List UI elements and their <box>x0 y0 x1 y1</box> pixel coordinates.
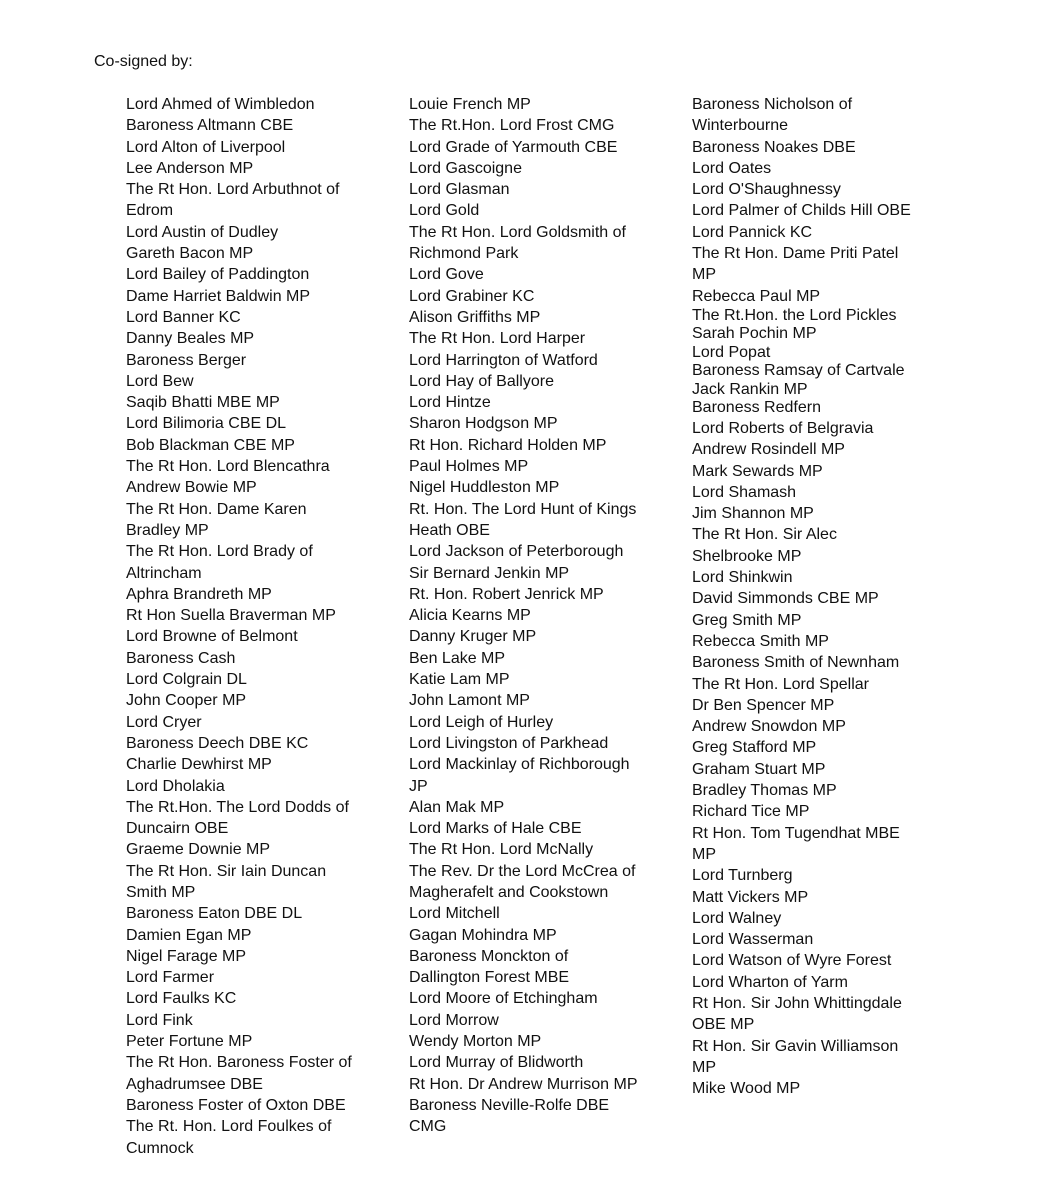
signatory-name: Baroness Redfern <box>692 399 821 417</box>
signatory-name: John Cooper MP <box>126 692 247 710</box>
signatory-name: Andrew Snowdon MP <box>692 718 846 736</box>
signatory-name: Katie Lam MP <box>409 671 510 689</box>
signatory-name: Gareth Bacon MP <box>126 245 254 263</box>
signatory-name: The Rt Hon. Dame Priti Patel MP <box>692 245 899 284</box>
signatory-name: The Rt Hon. Sir Iain Duncan Smith MP <box>126 862 327 901</box>
signatory-name: Lord Hay of Ballyore <box>409 372 554 390</box>
signatory-name: Rebecca Smith MP <box>692 632 829 650</box>
signatory-name: Graham Stuart MP <box>692 760 826 778</box>
signatory-name: Lord Shamash <box>692 483 797 501</box>
signatory-name: Lord Grade of Yarmouth CBE <box>409 138 618 156</box>
signatory-name: The Rev. Dr the Lord McCrea of Magherafelt and Cookstown <box>409 862 636 901</box>
signatory-name: Baroness Smith of Newnham <box>692 654 900 672</box>
signatory-name: Lord Mitchell <box>409 905 500 923</box>
signatory-name: Bradley Thomas MP <box>692 782 837 800</box>
signatory-name: Lord Gascoigne <box>409 159 522 177</box>
signatory-name: Baroness Foster of Oxton DBE <box>126 1096 346 1114</box>
signatory-name: Lord Bailey of Paddington <box>126 266 310 284</box>
signatory-name: Lord Farmer <box>126 969 215 987</box>
signatory-name: Sarah Pochin MP <box>692 325 817 343</box>
signatory-name: Dr Ben Spencer MP <box>692 696 835 714</box>
cosigned-heading: Co-signed by: <box>94 53 193 70</box>
signatory-name: The Rt Hon. Sir Alec Shelbrooke MP <box>692 526 837 565</box>
signatory-name: Baroness Eaton DBE DL <box>126 905 303 923</box>
signatory-name: Alicia Kearns MP <box>409 607 531 625</box>
signatory-name: Lord Bilimoria CBE DL <box>126 415 287 433</box>
signatory-name: Nigel Huddleston MP <box>409 479 560 497</box>
signatory-name: Greg Smith MP <box>692 611 802 629</box>
signatory-name: Dame Harriet Baldwin MP <box>126 287 311 305</box>
signatory-name: Lord Wasserman <box>692 931 814 949</box>
signatory-name: Lord Oates <box>692 159 772 177</box>
signatory-name: Lord Grabiner KC <box>409 287 535 305</box>
signatory-column-1 <box>126 94 358 1159</box>
signatory-name: Louie French MP <box>409 96 531 113</box>
signatory-name: Baroness Cash <box>126 649 236 667</box>
signatory-name: Lord Harrington of Watford <box>409 351 598 369</box>
signatory-name: Saqib Bhatti MBE MP <box>126 394 280 412</box>
signatory-name: Rt. Hon. The Lord Hunt of Kings Heath OBE <box>409 500 637 539</box>
signatory-name: Graeme Downie MP <box>126 841 271 859</box>
signatory-name: Lord Colgrain DL <box>126 671 247 689</box>
signatory-name: Lord Faulks KC <box>126 990 237 1008</box>
signatory-name: Alan Mak MP <box>409 798 505 816</box>
signatory-name: Baroness Berger <box>126 351 247 369</box>
signatory-name: Lord Bew <box>126 372 194 390</box>
signatory-name: Baroness Nicholson of Winterbourne <box>692 96 853 135</box>
signatory-name: Lee Anderson MP <box>126 159 254 177</box>
signatory-name: The Rt Hon. Lord Goldsmith of Richmond Park <box>409 223 626 263</box>
signatory-name: Aphra Brandreth MP <box>126 585 272 603</box>
signatory-name: Lord Ahmed of Wimbledon <box>126 96 315 113</box>
signatory-name: The Rt Hon. Lord Brady of Altrincham <box>126 543 313 582</box>
signatory-name: Lord Watson of Wyre Forest <box>692 952 892 970</box>
signatory-name: The Rt Hon. Lord Harper <box>409 330 586 348</box>
signatory-name: The Rt Hon. Lord McNally <box>409 841 594 859</box>
signatory-name: Lord Pannick KC <box>692 223 813 241</box>
signatory-name: David Simmonds CBE MP <box>692 590 879 608</box>
signatory-name: Danny Beales MP <box>126 330 255 348</box>
signatory-name: Nigel Farage MP <box>126 947 247 965</box>
signatory-name: Baroness Ramsay of Cartvale <box>692 362 905 380</box>
signatory-name: Sharon Hodgson MP <box>409 415 558 433</box>
signatory-name: Lord Morrow <box>409 1011 499 1029</box>
signatory-name: Lord Mackinlay of Richborough JP <box>409 756 630 795</box>
signatory-name: Alison Griffiths MP <box>409 308 541 326</box>
signatory-name: The Rt.Hon. The Lord Dodds of Duncairn OBE <box>126 798 349 838</box>
signatory-name: The Rt.Hon. Lord Frost CMG <box>409 117 615 135</box>
signatory-name: Damien Egan MP <box>126 926 252 944</box>
signatory-name: Lord Palmer of Childs Hill OBE <box>692 202 911 220</box>
signatory-name: Bob Blackman CBE MP <box>126 436 295 454</box>
signatory-name: Baroness Monckton of Dallington Forest MBE <box>409 947 570 987</box>
signatory-name: The Rt Hon. Lord Spellar <box>692 675 869 693</box>
signatory-name: Matt Vickers MP <box>692 888 809 906</box>
signatory-name: Lord Austin of Dudley <box>126 223 279 241</box>
signatory-name: Lord Alton of Liverpool <box>126 138 286 156</box>
signatory-name: Mark Sewards MP <box>692 462 823 480</box>
signatory-name: Lord Leigh of Hurley <box>409 713 554 731</box>
signatory-name: Rt Hon. Tom Tugendhat MBE MP <box>692 824 900 863</box>
signatory-name: John Lamont MP <box>409 692 530 710</box>
signatory-name: Lord Jackson of Peterborough <box>409 543 624 561</box>
signatory-name: Ben Lake MP <box>409 649 506 667</box>
signatory-name: Lord Murray of Blidworth <box>409 1054 584 1072</box>
signatory-name: Lord Gold <box>409 202 480 220</box>
signatory-name: Baroness Neville-Rolfe DBE CMG <box>409 1096 610 1136</box>
signatory-name: Lord Livingston of Parkhead <box>409 734 609 752</box>
signatory-name: Lord Wharton of Yarm <box>692 973 848 991</box>
signatory-name: Greg Stafford MP <box>692 739 817 757</box>
signatory-name: Wendy Morton MP <box>409 1033 542 1051</box>
signatory-name: Baroness Deech DBE KC <box>126 734 309 752</box>
signatory-name: Lord Popat <box>692 343 771 361</box>
signatory-name: The Rt. Hon. Lord Foulkes of Cumnock <box>126 1118 332 1157</box>
signatory-name: Lord Moore of Etchingham <box>409 990 598 1008</box>
signatory-name: The Rt.Hon. the Lord Pickles <box>692 306 897 324</box>
signatory-name: Paul Holmes MP <box>409 458 529 476</box>
signatory-name: Lord Dholakia <box>126 777 225 795</box>
signatory-name: Lord Banner KC <box>126 308 241 326</box>
signatory-name: Rt Hon. Sir Gavin Williamson MP <box>692 1037 899 1076</box>
signatory-name: Lord Marks of Hale CBE <box>409 820 582 838</box>
signatory-name: Jack Rankin MP <box>692 380 808 398</box>
signatory-name: Lord Hintze <box>409 394 491 412</box>
signatory-name: Charlie Dewhirst MP <box>126 756 272 774</box>
signatory-name: Lord O'Shaughnessy <box>692 181 841 199</box>
signatory-name: Rt Hon. Sir John Whittingdale OBE MP <box>692 994 902 1034</box>
signatory-name: Lord Walney <box>692 909 782 927</box>
signatory-name: Rt Hon. Dr Andrew Murrison MP <box>409 1075 638 1093</box>
signatory-name: The Rt Hon. Baroness Foster of Aghadrumsee DBE <box>126 1054 352 1093</box>
signatory-name: Lord Gove <box>409 266 484 284</box>
signatory-name: Andrew Bowie MP <box>126 479 257 497</box>
signatory-name: The Rt Hon. Lord Blencathra <box>126 458 330 476</box>
signatory-name: Peter Fortune MP <box>126 1033 253 1051</box>
signatory-name: The Rt Hon. Dame Karen Bradley MP <box>126 500 307 539</box>
signatory-name: Mike Wood MP <box>692 1080 801 1098</box>
signatory-name: Lord Browne of Belmont <box>126 628 298 646</box>
signatory-name: Lord Roberts of Belgravia <box>692 419 874 437</box>
signatory-name: Rt. Hon. Robert Jenrick MP <box>409 585 604 603</box>
signatory-name: Jim Shannon MP <box>692 505 814 523</box>
signatory-name: Baroness Noakes DBE <box>692 138 856 156</box>
signatory-column-3 <box>692 94 917 1099</box>
signatory-name: Rt Hon Suella Braverman MP <box>126 607 336 625</box>
signatory-name: Danny Kruger MP <box>409 628 537 646</box>
signatory-name: Lord Fink <box>126 1011 193 1029</box>
signatory-name: Rebecca Paul MP <box>692 287 821 305</box>
signatory-name: Lord Turnberg <box>692 867 793 885</box>
signatory-name: Andrew Rosindell MP <box>692 441 845 459</box>
signatory-name: Baroness Altmann CBE <box>126 117 294 135</box>
signatory-name: Gagan Mohindra MP <box>409 926 557 944</box>
signatory-column-2 <box>409 94 641 1138</box>
signatory-name: Lord Glasman <box>409 181 510 199</box>
signatory-name: The Rt Hon. Lord Arbuthnot of Edrom <box>126 181 340 220</box>
signatory-name: Lord Shinkwin <box>692 569 793 587</box>
signatory-name: Richard Tice MP <box>692 803 810 821</box>
signatory-name: Sir Bernard Jenkin MP <box>409 564 570 582</box>
signatory-name: Lord Cryer <box>126 713 202 731</box>
signatory-name: Rt Hon. Richard Holden MP <box>409 436 607 454</box>
